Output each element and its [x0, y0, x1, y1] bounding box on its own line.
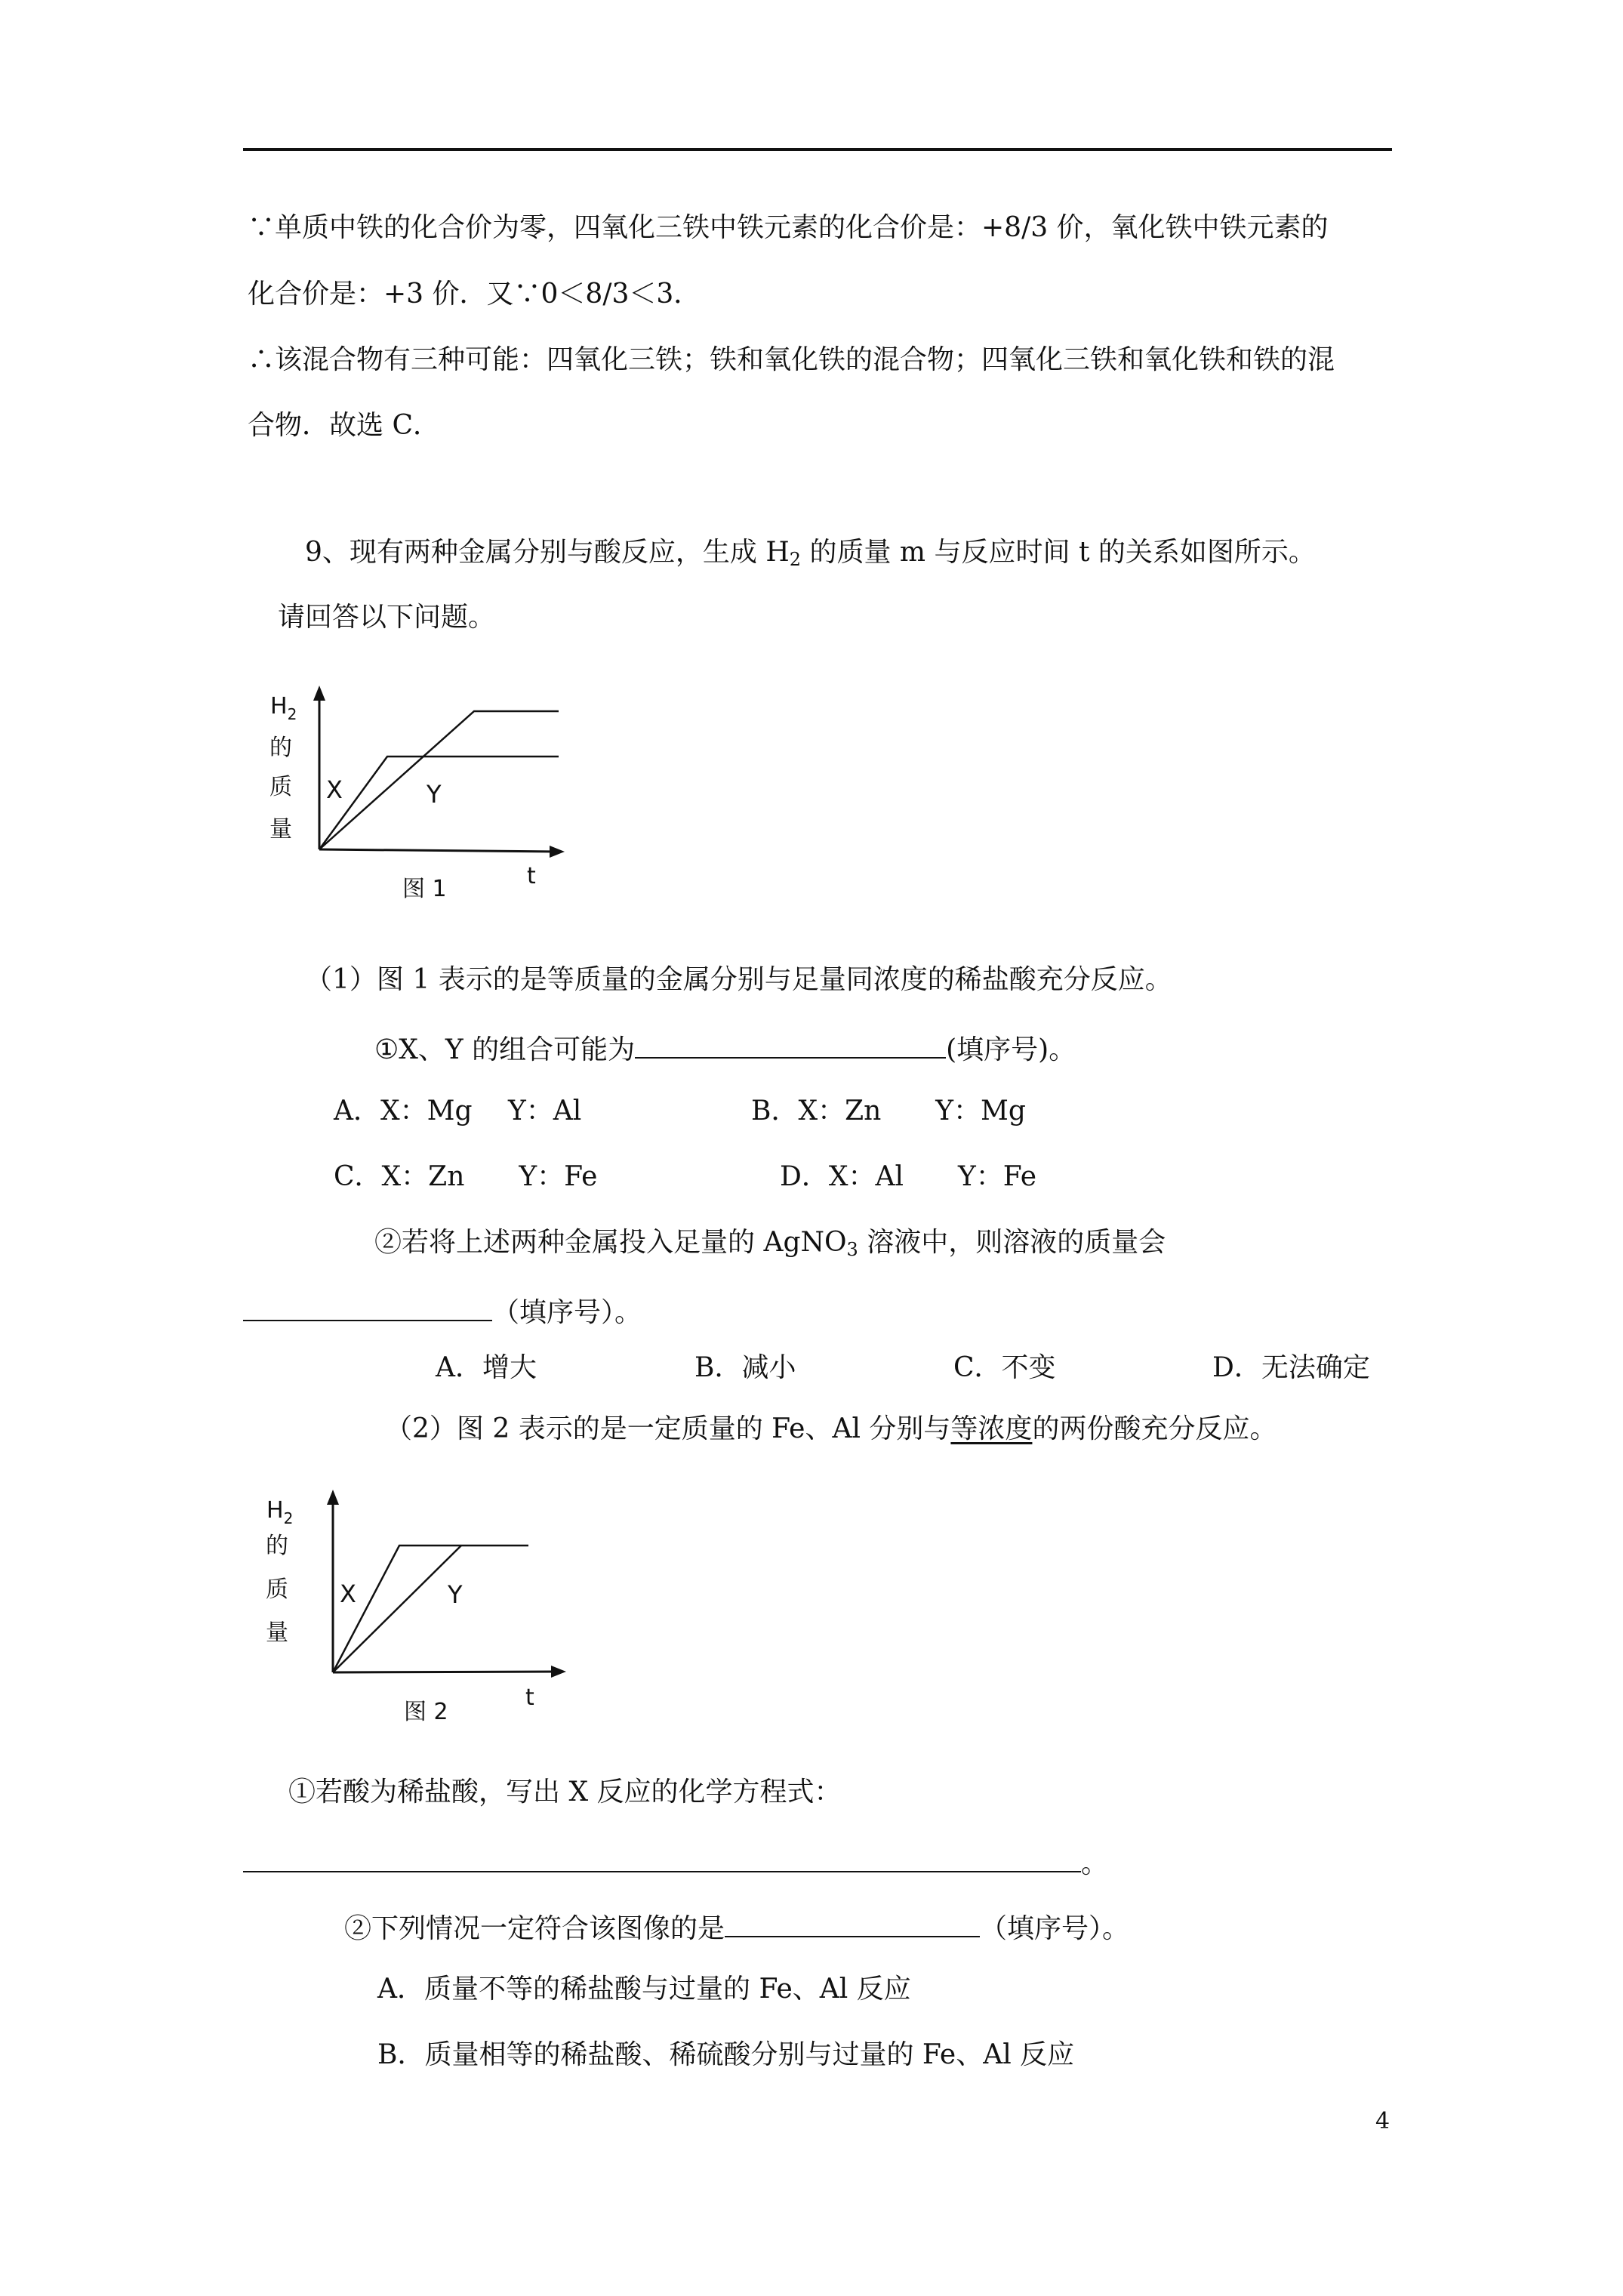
part-2-text: （2）图 2 表示的是一定质量的 Fe、Al 分别与等浓度的两份酸充分反应。	[385, 1413, 1277, 1444]
figure-2-series-x-label: X	[340, 1579, 356, 1608]
figure-1-series-x-label: X	[326, 775, 343, 804]
figure-2	[257, 1484, 574, 1733]
figure-1-ylabel-zhi: 质	[269, 774, 292, 800]
figure-1-ylabel-de: 的	[269, 735, 292, 761]
answer-blank-1[interactable]	[635, 1028, 946, 1059]
header-rule	[243, 148, 1392, 151]
figure-1-x-label: t	[527, 863, 536, 889]
question-4: ②下列情况一定符合该图像的是 （填序号）。	[344, 1907, 1129, 1946]
figure-1	[257, 680, 574, 914]
q1-option-a: A．X：Mg Y：Al	[334, 1096, 582, 1126]
figure-2-series-y-label: Y	[448, 1580, 463, 1609]
figure-1-caption: 图 1	[402, 876, 447, 902]
figure-2-ylabel-de: 的	[266, 1533, 288, 1559]
figure-1-x-arrow	[550, 846, 565, 858]
question-3: ①若酸为稀盐酸，写出 X 反应的化学方程式：	[288, 1777, 842, 1808]
question-2-blank-line: （填序号）。	[243, 1291, 642, 1330]
figure-1-ylabel-liang: 量	[269, 816, 292, 843]
figure-2-ylabel-liang: 量	[266, 1620, 288, 1646]
q2-option-a: A．增大	[436, 1352, 537, 1383]
figure-2-ylabel-zhi: 质	[266, 1576, 288, 1603]
solution-line-3: ∴该混合物有三种可能：四氧化三铁；铁和氧化铁的混合物；四氧化三铁和氧化铁和铁的混	[248, 344, 1335, 375]
q2-option-c: C．不变	[953, 1352, 1056, 1383]
answer-blank-2[interactable]	[243, 1291, 492, 1321]
q1-option-d: D．X：Al Y：Fe	[780, 1161, 1037, 1192]
figure-1-x-axis	[319, 849, 559, 852]
figure-2-series-x-line	[333, 1546, 528, 1672]
figure-1-ylabel-h: $H_2$	[270, 693, 297, 723]
q1-option-c: C．X：Zn Y：Fe	[334, 1161, 598, 1192]
q2-option-b: B．减小	[694, 1352, 796, 1383]
figure-1-y-arrow	[313, 686, 325, 701]
question-3-blank-line: 。	[243, 1842, 1108, 1881]
question-9-intro-2: 请回答以下问题。	[278, 602, 496, 633]
q4-option-b: B．质量相等的稀盐酸、稀硫酸分别与过量的 Fe、Al 反应	[377, 2039, 1075, 2070]
figure-2-x-arrow	[551, 1666, 566, 1678]
question-1: ①X、Y 的组合可能为 (填序号)。	[374, 1028, 1076, 1067]
figure-2-x-label: t	[525, 1684, 534, 1711]
solution-line-1: ∵单质中铁的化合价为零，四氧化三铁中铁元素的化合价是：+8/3 价，氧化铁中铁元素的	[248, 212, 1329, 243]
answer-blank-3[interactable]	[243, 1842, 1081, 1872]
figure-2-y-arrow	[327, 1490, 339, 1505]
question-2: ②若将上述两种金属投入足量的 AgNO$_3$ 溶液中，则溶液的质量会	[374, 1227, 1166, 1260]
part-1-text: （1）图 1 表示的是等质量的金属分别与足量同浓度的稀盐酸充分反应。	[305, 964, 1172, 995]
q2-option-d: D．无法确定	[1212, 1352, 1370, 1383]
solution-line-4: 合物．故选 C．	[248, 410, 440, 441]
page-number: 4	[1375, 2108, 1390, 2134]
figure-2-ylabel-h: $H_2$	[266, 1497, 294, 1527]
q1-option-b: B．X：Zn Y：Mg	[751, 1096, 1026, 1126]
figure-2-series-y-line	[333, 1546, 461, 1672]
answer-blank-4[interactable]	[725, 1907, 980, 1937]
figure-1-series-y-label: Y	[427, 780, 442, 809]
question-9-intro: 9、现有两种金属分别与酸反应，生成 $H_2$ 的质量 m 与反应时间 t 的关系如图所示。	[305, 537, 1316, 570]
solution-line-2: 化合价是：+3 价．又∵0＜8/3＜3．	[248, 279, 701, 310]
q4-option-a: A．质量不等的稀盐酸与过量的 Fe、Al 反应	[377, 1974, 911, 2005]
figure-2-caption: 图 2	[404, 1699, 448, 1725]
